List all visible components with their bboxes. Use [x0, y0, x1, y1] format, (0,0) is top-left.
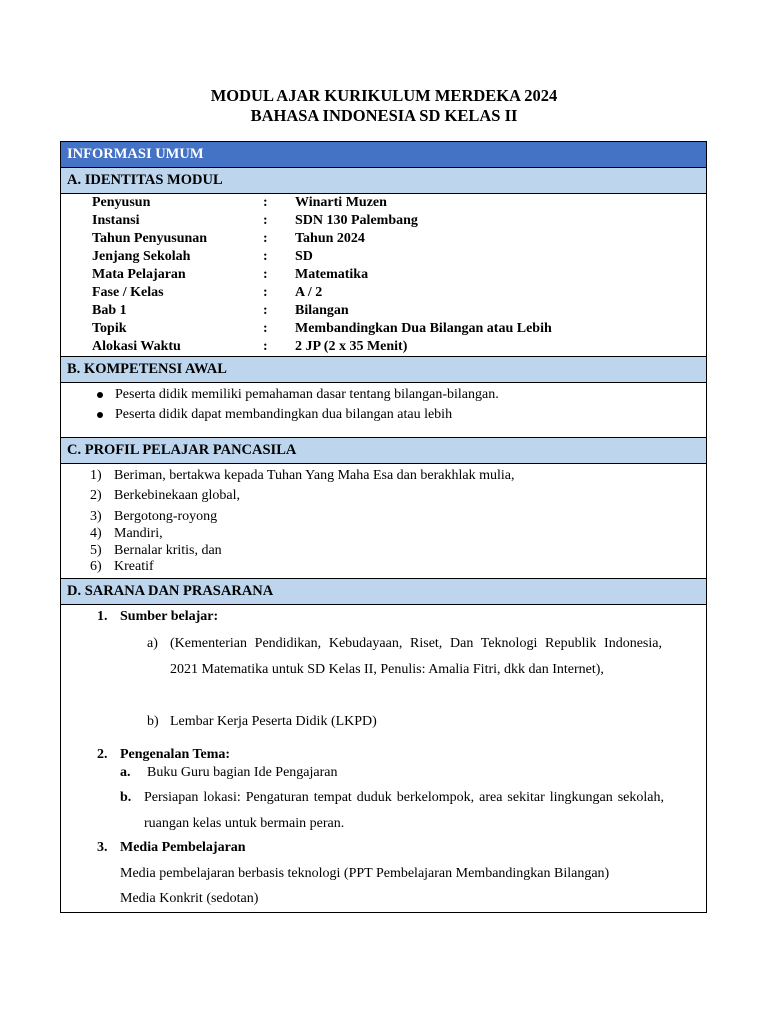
- kompetensi-heading: B. KOMPETENSI AWAL: [61, 356, 706, 383]
- identitas-label: Instansi: [92, 213, 140, 228]
- list-item-text: Peserta didik memiliki pemahaman dasar tentang bilangan-bilangan.: [115, 387, 499, 402]
- identitas-heading: A. IDENTITAS MODUL: [61, 168, 706, 194]
- section-number: 2.: [97, 747, 108, 762]
- identitas-colon: :: [263, 339, 268, 354]
- list-item-text: Berkebinekaan global,: [114, 488, 240, 503]
- identitas-value: Matematika: [295, 267, 369, 282]
- bullet-icon: [97, 392, 103, 398]
- sarana-heading: D. SARANA DAN PRASARANA: [61, 578, 706, 605]
- list-item-text: Bernalar kritis, dan: [114, 543, 222, 558]
- list-item-number: 6): [90, 559, 102, 574]
- list-item-number: 1): [90, 468, 102, 483]
- sub-item-marker: a): [147, 636, 158, 651]
- identitas-value: Membandingkan Dua Bilangan atau Lebih: [295, 321, 552, 336]
- identitas-label: Penyusun: [92, 195, 151, 210]
- identitas-colon: :: [263, 303, 268, 318]
- identitas-colon: :: [263, 231, 268, 246]
- media-pembelajaran-title: Media Pembelajaran: [120, 840, 246, 855]
- identitas-colon: :: [263, 213, 268, 228]
- list-item-text: Bergotong-royong: [114, 509, 218, 524]
- identitas-label: Jenjang Sekolah: [92, 249, 191, 264]
- module-table: [60, 141, 707, 913]
- identitas-value: Bilangan: [295, 303, 349, 318]
- sub-item-marker: b): [147, 714, 159, 729]
- media-line-1: Media pembelajaran berbasis teknologi (PPT Pembelajaran Membandingkan Bilangan): [120, 866, 610, 881]
- identitas-value: Tahun 2024: [295, 231, 365, 246]
- identitas-colon: :: [263, 195, 268, 210]
- list-item-number: 4): [90, 526, 102, 541]
- list-item-text: Mandiri,: [114, 526, 163, 541]
- identitas-value: SDN 130 Palembang: [295, 213, 418, 228]
- sub-item-marker: a.: [120, 765, 131, 780]
- identitas-colon: :: [263, 321, 268, 336]
- sumber-belajar-a-text: (Kementerian Pendidikan, Kebudayaan, Riset, Dan Teknologi Republik Indonesia, 2021 Matematika untuk SD Kelas II, Penulis: Amalia Fitri, dkk dan Internet),: [170, 636, 662, 677]
- identitas-value: Winarti Muzen: [295, 195, 387, 210]
- pengenalan-tema-b-text: Persiapan lokasi: Pengaturan tempat duduk berkelompok, area sekitar lingkungan sekolah, ruangan kelas untuk bermain peran.: [144, 790, 664, 831]
- identitas-value: 2 JP (2 x 35 Menit): [295, 339, 408, 354]
- identitas-label: Mata Pelajaran: [92, 267, 186, 282]
- sumber-belajar-title: Sumber belajar:: [120, 609, 219, 624]
- section-number: 3.: [97, 840, 108, 855]
- sub-item-marker: b.: [120, 790, 132, 805]
- identitas-colon: :: [263, 267, 268, 282]
- document-title: [0, 86, 768, 126]
- title-line-2: BAHASA INDONESIA SD KELAS II: [250, 106, 518, 125]
- sumber-belajar-b-text: Lembar Kerja Peserta Didik (LKPD): [170, 714, 377, 729]
- list-item-text: Beriman, bertakwa kepada Tuhan Yang Maha Esa dan berakhlak mulia,: [114, 468, 515, 483]
- pengenalan-tema-title: Pengenalan Tema:: [120, 747, 231, 762]
- bullet-icon: [97, 412, 103, 418]
- list-item-number: 5): [90, 543, 102, 558]
- list-item-text: Kreatif: [114, 559, 154, 574]
- identitas-label: Bab 1: [92, 303, 127, 318]
- list-item-text: Peserta didik dapat membandingkan dua bilangan atau lebih: [115, 407, 453, 422]
- media-line-2: Media Konkrit (sedotan): [120, 891, 259, 906]
- identitas-label: Tahun Penyusunan: [92, 231, 208, 246]
- identitas-value: A / 2: [295, 285, 323, 300]
- identitas-label: Alokasi Waktu: [92, 339, 181, 354]
- identitas-value: SD: [295, 249, 313, 264]
- profil-heading: C. PROFIL PELAJAR PANCASILA: [61, 437, 706, 464]
- title-line-1: MODUL AJAR KURIKULUM MERDEKA 2024: [210, 86, 558, 105]
- pengenalan-tema-a-text: Buku Guru bagian Ide Pengajaran: [147, 765, 338, 780]
- info-umum-header: INFORMASI UMUM: [61, 142, 706, 168]
- list-item-number: 3): [90, 509, 102, 524]
- identitas-label: Fase / Kelas: [92, 285, 164, 300]
- identitas-colon: :: [263, 249, 268, 264]
- identitas-colon: :: [263, 285, 268, 300]
- section-number: 1.: [97, 609, 108, 624]
- identitas-label: Topik: [92, 321, 127, 336]
- list-item-number: 2): [90, 488, 102, 503]
